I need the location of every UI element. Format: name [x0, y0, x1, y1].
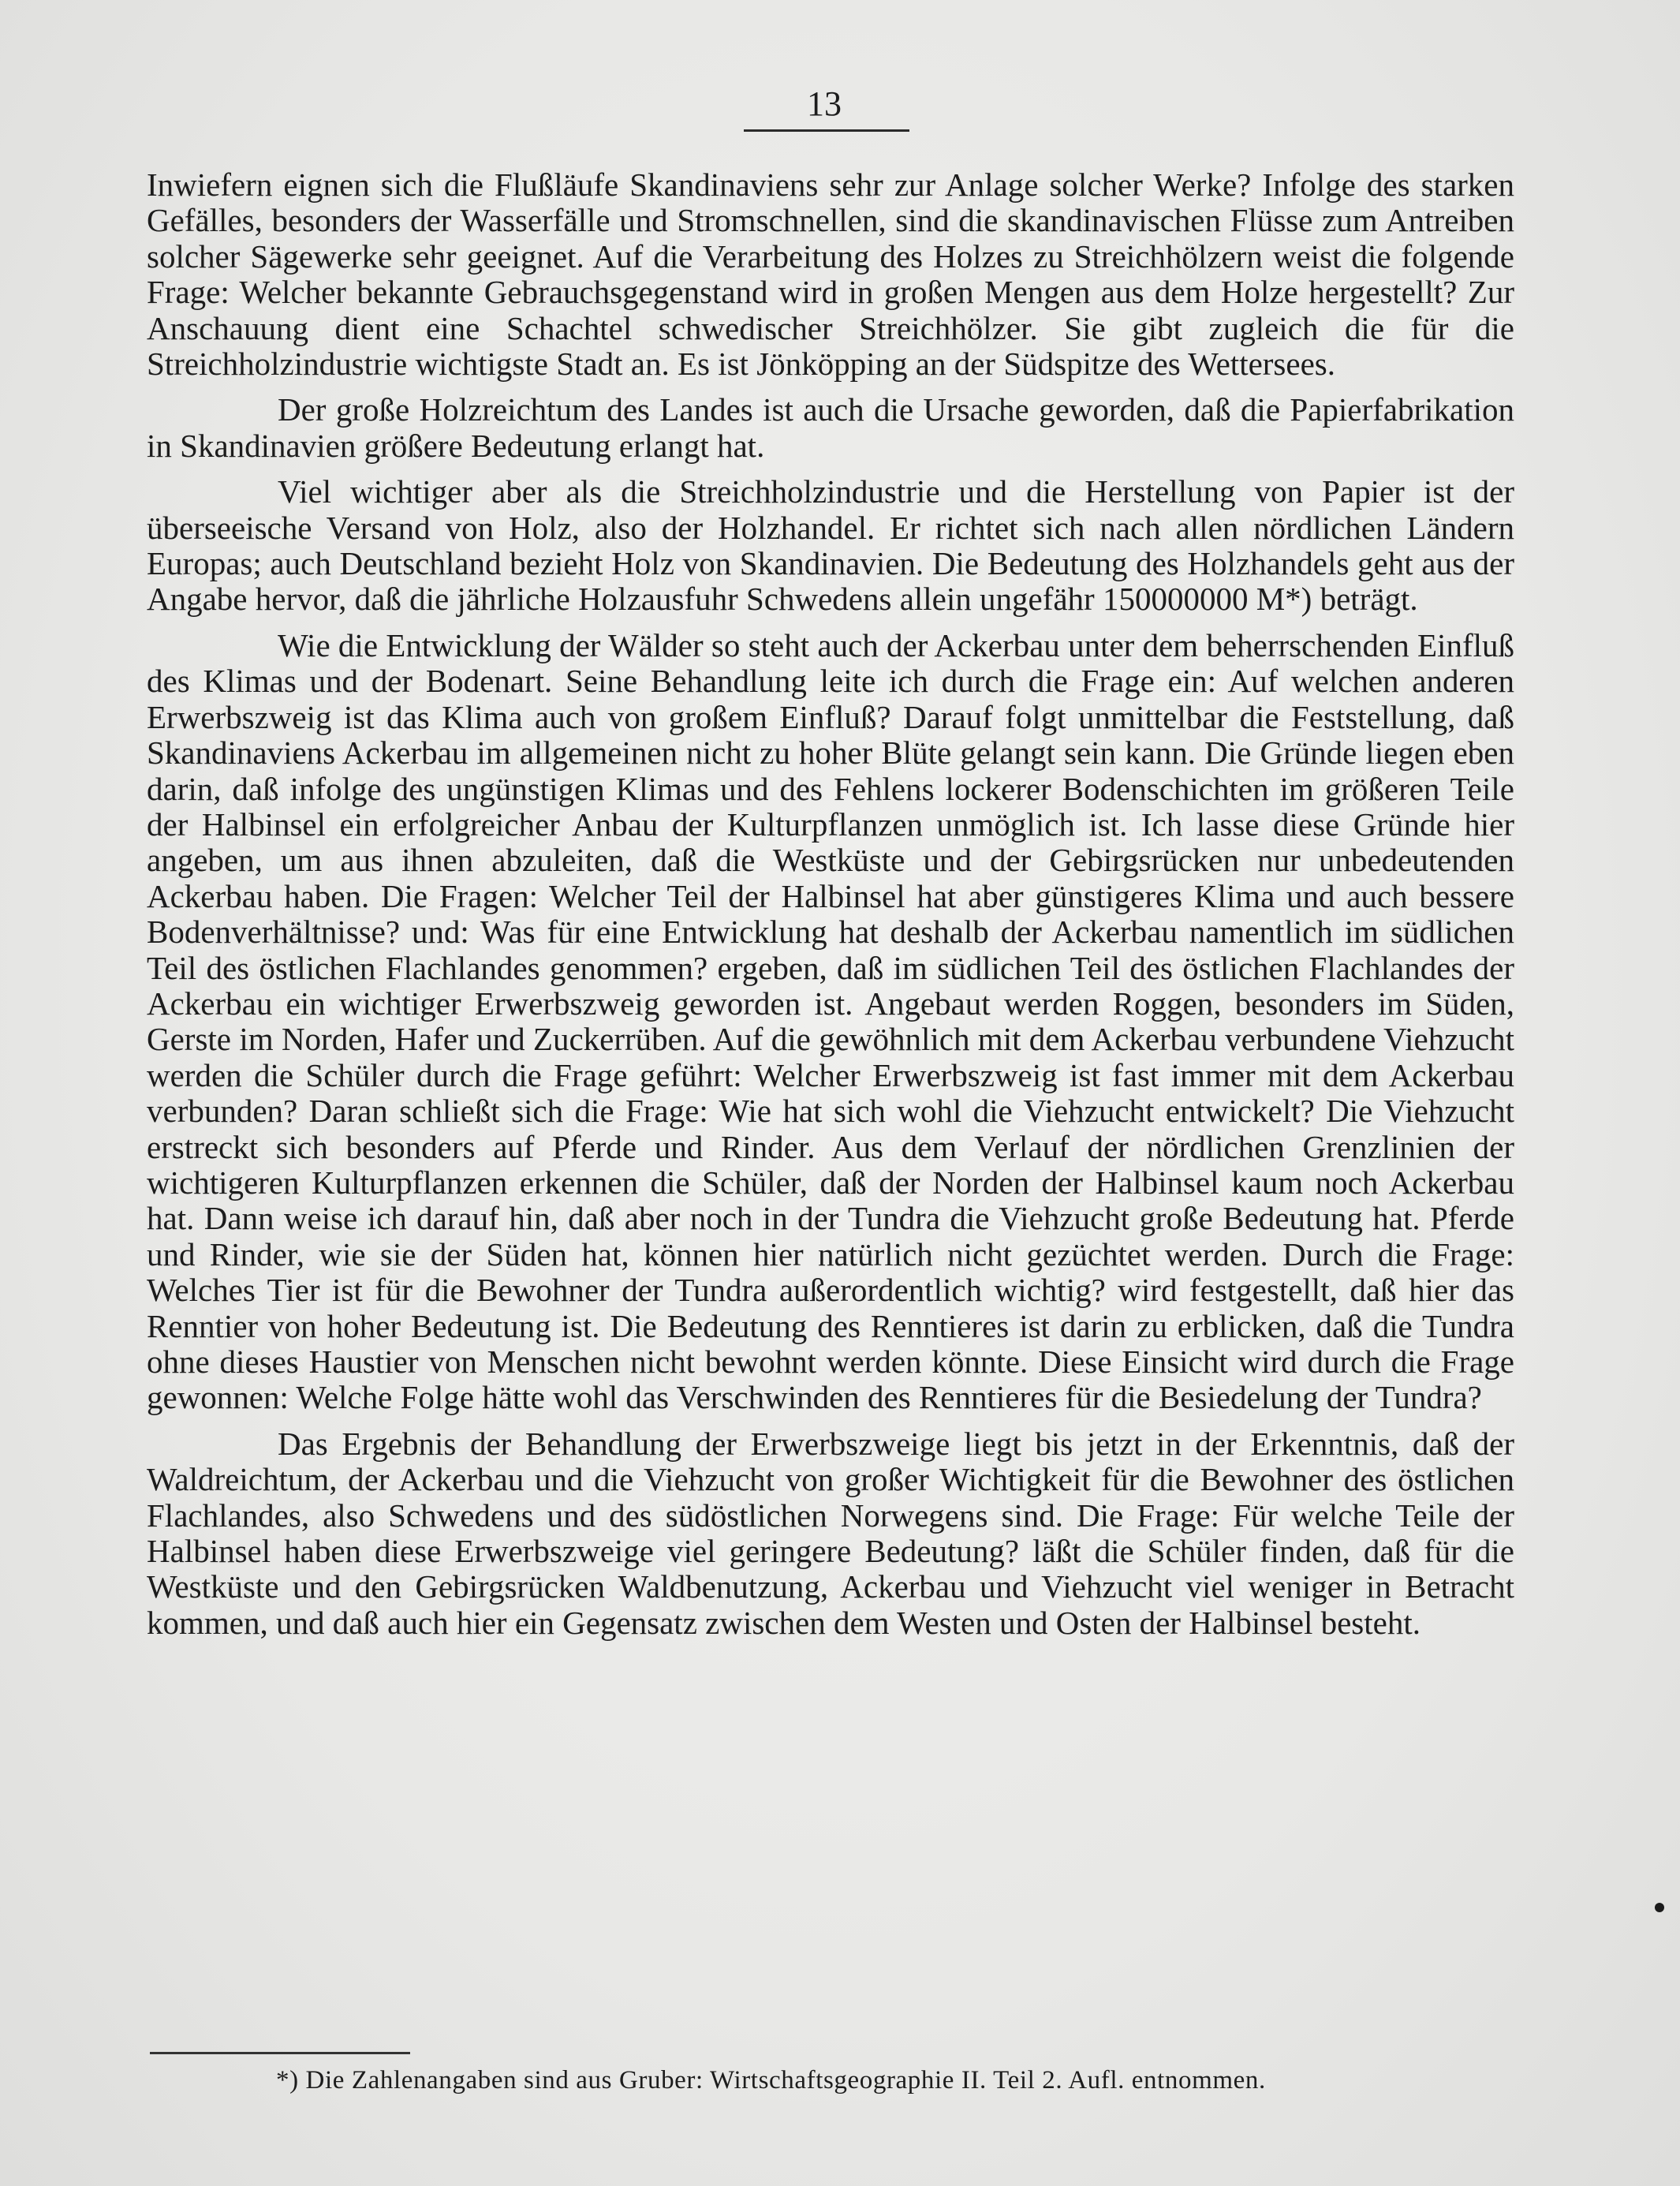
page-number: 13 [807, 84, 842, 123]
paragraph-4: Wie die Entwicklung der Wälder so steht auch der Ackerbau unter dem beherrschenden Einfluß des Klimas und der Bodenart. Seine Behandlung leite ich durch die Frage ein: Auf welchen anderen Erwerbszweig ist das Klima auch von großem Einfluß? Darauf folgt unmittelbar die Feststellung, daß Skandinaviens Ackerbau im allgemeinen nicht zu hoher Blüte gelangt sein kann. Die Gründe liegen eben darin, daß infolge des ungünstigen Klimas und des Fehlens lockerer Bodenschichten im größeren Teile der Halbinsel ein erfolgreicher Anbau der Kulturpflanzen unmöglich ist. Ich lasse diese Gründe hier angeben, um aus ihnen abzuleiten, daß die Westküste und der Gebirgsrücken nur unbedeutenden Ackerbau haben. Die Fragen: Welcher Teil der Halbinsel hat aber günstigeres Klima und auch bessere Bodenverhältnisse? und: Was für eine Entwicklung hat deshalb der Ackerbau namentlich im südlichen Teil des östlichen Flachlandes genommen? ergeben, daß im südlichen Teil des östlichen Flachlandes der Ackerbau ein wichtiger Erwerbszweig geworden ist. Angebaut werden Roggen, besonders im Süden, Gerste im Norden, Hafer und Zuckerrüben. Auf die gewöhnlich mit dem Ackerbau verbundene Viehzucht werden die Schüler durch die Frage geführt: Welcher Erwerbszweig ist fast immer mit dem Ackerbau verbunden? Daran schließt sich die Frage: Wie hat sich wohl die Viehzucht entwickelt? Die Viehzucht erstreckt sich besonders auf Pferde und Rinder. Aus dem Verlauf der nördlichen Grenzlinien der wichtigeren Kulturpflanzen erkennen die Schüler, daß der Norden der Halbinsel kaum noch Ackerbau hat. Dann weise ich darauf hin, daß aber noch in der Tundra die Viehzucht große Bedeutung hat. Pferde und Rinder, wie sie der Süden hat, können hier natürlich nicht gezüchtet werden. Durch die Frage: Welches Tier ist für die Bewohner der Tundra außerordentlich wichtig? wird festgestellt, daß hier das Renntier von hoher Bedeutung ist. Die Bedeutung des Renntieres ist darin zu erblicken, daß die Tundra ohne dieses Haustier von Menschen nicht bewohnt werden könnte. Diese Einsicht wird durch die Frage gewonnen: Welche Folge hätte wohl das Verschwinden des Renntieres für die Besiedelung der Tundra? [147, 626, 1514, 1416]
footnote-separator [150, 2052, 410, 2054]
page-number-underline [744, 129, 909, 132]
footnote: *) Die Zahlenangaben sind aus Gruber: Wirtschaftsgeographie II. Teil 2. Aufl. entnommen. [276, 2066, 1266, 2094]
paragraph-5: Das Ergebnis der Behandlung der Erwerbszweige liegt bis jetzt in der Erkenntnis, daß der Waldreichtum, der Ackerbau und die Viehzucht von großer Wichtigkeit für die Bewohner des östlichen Flachlandes, also Schwedens und des südöstlichen Norwegens sind. Die Frage: Für welche Teile der Halbinsel haben diese Erwerbszweige viel geringere Bedeutung? läßt die Schüler finden, daß für die Westküste und den Gebirgsrücken Waldbenutzung, Ackerbau und Viehzucht viel weniger in Betracht kommen, und daß auch hier ein Gegensatz zwischen dem Westen und Osten der Halbinsel besteht. [147, 1425, 1514, 1641]
body-text [147, 167, 1514, 1651]
paragraph-1: Inwiefern eignen sich die Flußläufe Skandinaviens sehr zur Anlage solcher Werke? Infolge des starken Gefälles, besonders der Wasserfälle und Stromschnellen, sind die skandinavischen Flüsse zum Antreiben solcher Sägewerke sehr geeignet. Auf die Verarbeitung des Holzes zu Streichhölzern weist die folgende Frage: Welcher bekannte Gebrauchsgegenstand wird in großen Mengen aus dem Holze hergestellt? Zur Anschauung dient eine Schachtel schwedischer Streichhölzer. Sie gibt zugleich die für die Streichholzindustrie wichtigste Stadt an. Es ist Jönköpping an der Südspitze des Wettersees. [147, 166, 1514, 383]
paragraph-3: Viel wichtiger aber als die Streichholzindustrie und die Herstellung von Papier ist der überseeische Versand von Holz, also der Holzhandel. Er richtet sich nach allen nördlichen Ländern Europas; auch Deutschland bezieht Holz von Skandinavien. Die Bedeutung des Holzhandels geht aus der Angabe hervor, daß die jährliche Holzausfuhr Schwedens allein ungefähr 150000000 M*) beträgt. [147, 473, 1514, 618]
paragraph-2: Der große Holzreichtum des Landes ist auch die Ursache geworden, daß die Papierfabrikation in Skandinavien größere Bedeutung erlangt hat. [147, 391, 1514, 464]
ink-speck [1655, 1903, 1664, 1912]
